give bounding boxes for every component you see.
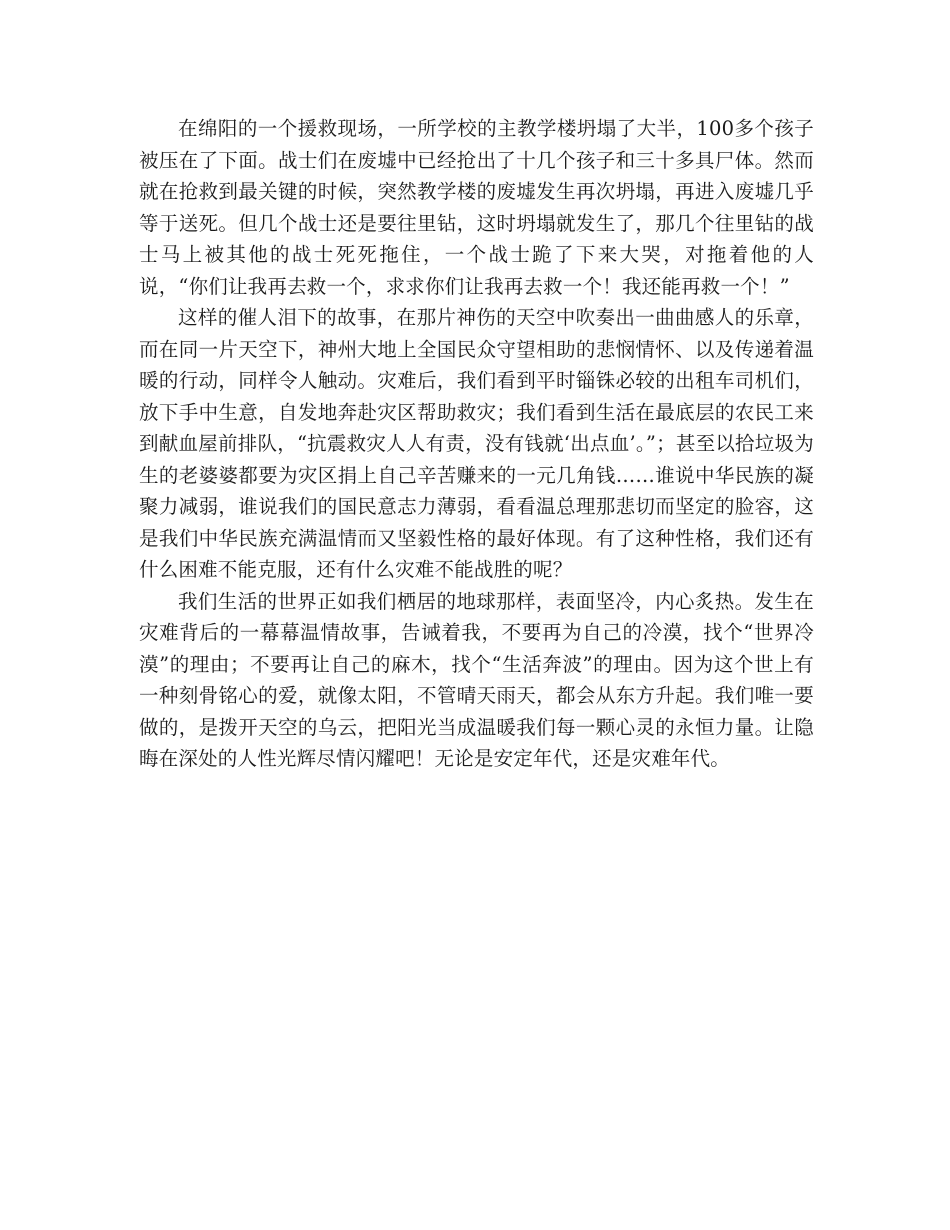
- paragraph-national-solidarity: 这样的催人泪下的故事，在那片神伤的天空中吹奏出一曲曲感人的乐章，而在同一片天空下，神州大地上全国民众守望相助的悲悯情怀、以及传递着温暖的行动，同样令人触动。灾难后，我们看到平时锱铢必较的出租车司机们，放下手中生意，自发地奔赴灾区帮助救灾；我们看到生活在最底层的农民工来到献血屋前排队，“抗震救灾人人有责，没有钱就‘出点血’。”；甚至以拾垃圾为生的老婆婆都要为灾区捐上自己辛苦赚来的一元几角钱……谁说中华民族的凝聚力减弱，谁说我们的国民意志力薄弱，看看温总理那悲切而坚定的脸容，这是我们中华民族充满温情而又坚毅性格的最好体现。有了这种性格，我们还有什么困难不能克服，还有什么灾难不能战胜的呢？: [139, 306, 814, 581]
- paragraph-rescue-story: 在绵阳的一个援救现场，一所学校的主教学楼坍塌了大半，100多个孩子被压在了下面。战士们在废墟中已经抢出了十几个孩子和三十多具尸体。然而就在抢救到最关键的时候，突然教学楼的废墟发生再次坍塌，再进入废墟几乎等于送死。但几个战士还是要往里钻，这时坍塌就发生了，那几个往里钻的战士马上被其他的战士死死拖住，一个战士跪了下来大哭，对拖着他的人说，“你们让我再去救一个，求求你们让我再去救一个！我还能再救一个！”: [139, 117, 814, 298]
- paragraph-conclusion: 我们生活的世界正如我们栖居的地球那样，表面坚冷，内心炙热。发生在灾难背后的一幕幕温情故事，告诫着我，不要再为自己的冷漠，找个“世界冷漠”的理由；不要再让自己的麻木，找个“生活奔波”的理由。因为这个世上有一种刻骨铭心的爱，就像太阳，不管晴天雨天，都会从东方升起。我们唯一要做的，是拨开天空的乌云，把阳光当成温暖我们每一颗心灵的永恒力量。让隐晦在深处的人性光辉尽情闪耀吧！无论是安定年代，还是灾难年代。: [139, 589, 814, 770]
- document-body: [139, 113, 814, 775]
